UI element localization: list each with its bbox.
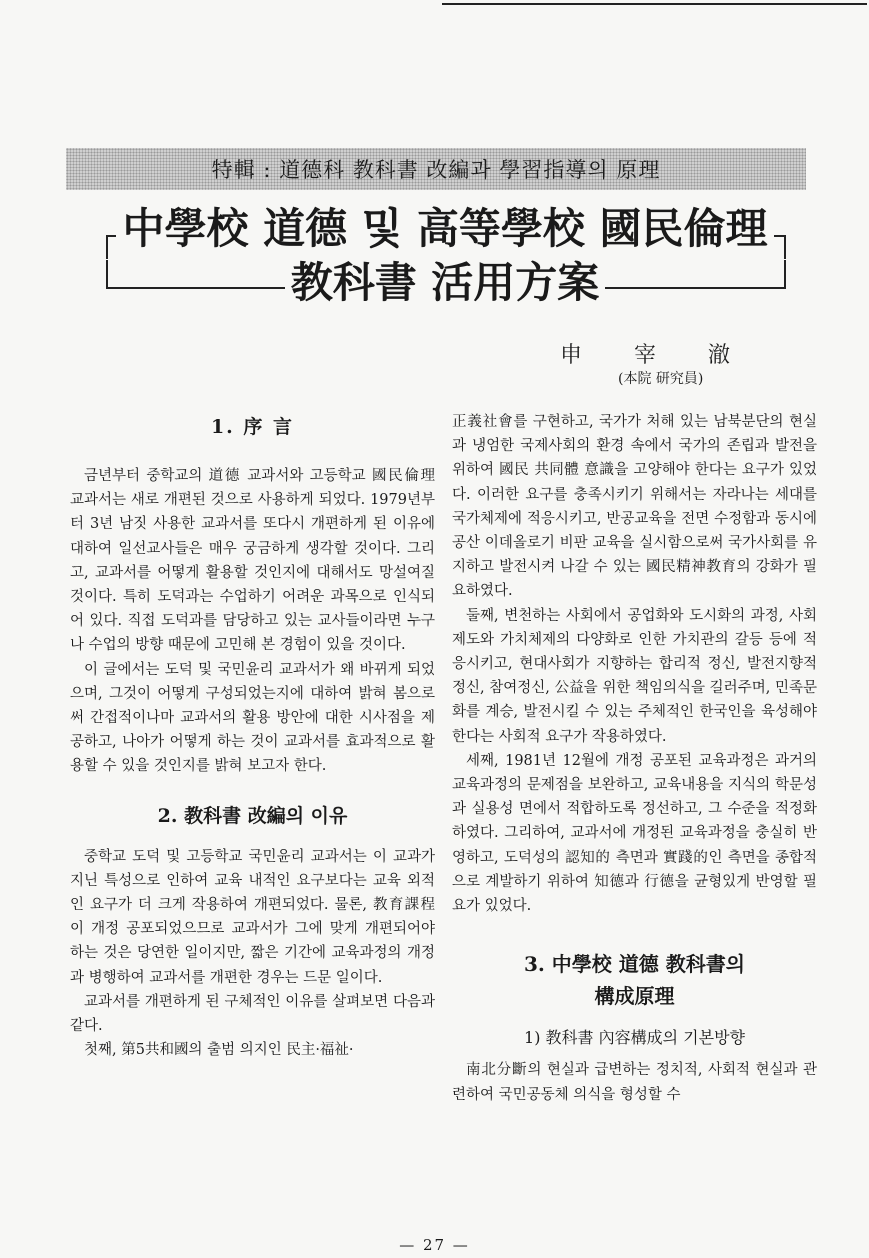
article-title xyxy=(100,200,790,316)
section-2-paragraph-1: 중학교 도덕 및 고등학교 국민윤리 교과서는 이 교과가 지닌 특성으로 인하여 교육 내적인 요구보다는 교육 외적인 요구가 더 크게 작용하여 개편되었다. 물론, 教育課程이 개정 공포되었으므로 교과서가 그에 맞게 개편되어야 하는 것은 당연한 일이지만, 짧은 기간에 교육과정의 개정과 병행하여 교과서를 개편한 경우는 드문 일이다. xyxy=(70,848,435,986)
top-rule xyxy=(442,3,867,5)
page-number: — 27 — xyxy=(399,1236,470,1254)
special-feature-banner xyxy=(66,148,806,190)
right-paragraph-3: 세째, 1981년 12월에 개정 공포된 교육과정은 과거의 교육과정의 문제점을 보완하고, 교육내용을 지식의 학문성과 실용성 면에서 적합하도록 정선하고, 그 수준을 적정화하였다. 그리하여, 교과서에 개정된 교육과정을 충실히 반영하고, 도덕성의 認知的 측면과 實踐的인 측면을 종합적으로 계발하기 위하여 知德과 行德을 균형있게 반영할 필요가 있었다. xyxy=(452,752,817,915)
section-3-heading-line-1: 3. 中學校 道德 教科書의 xyxy=(523,952,746,977)
section-1-heading: 1. 序 言 xyxy=(210,416,295,438)
section-2-paragraph-2: 교과서를 개편하게 된 구체적인 이유를 살펴보면 다음과 같다. xyxy=(70,993,435,1035)
left-column xyxy=(70,410,435,1062)
section-2-paragraph-3: 첫째, 第5共和國의 출범 의지인 民主·福祉· xyxy=(84,1042,354,1059)
author-affiliation: (本院 研究員) xyxy=(618,371,704,387)
subsection-paragraph: 南北分斷의 현실과 급변하는 정치적, 사회적 현실과 관련하여 국민공동체 의식을 형성할 수 xyxy=(452,1062,817,1103)
right-column xyxy=(452,410,817,1107)
title-line-2: 教科書 活用方案 xyxy=(100,262,790,304)
banner-text: 特輯 : 道德科 教科書 改編과 學習指導의 原理 xyxy=(211,158,661,182)
section-2-heading: 2. 教科書 改編의 이유 xyxy=(157,804,348,827)
section-1-paragraph-2: 이 글에서는 도덕 및 국민윤리 교과서가 왜 바뀌게 되었으며, 그것이 어떻게 구성되었는지에 대하여 밝혀 봄으로써 간접적이나마 교과서의 활용 방안에 대한 시사점을 제공하고, 나아가 어떻게 하는 것이 교과서를 효과적으로 활용할 수 있을 것인지를 밝혀 보고자 한다. xyxy=(70,661,435,775)
right-paragraph-1: 正義社會를 구현하고, 국가가 처해 있는 남북분단의 현실과 냉엄한 국제사회의 환경 속에서 국가의 존립과 발전을 위하여 國民 共同體 意識을 고양해야 한다는 요구가 있었다. 이러한 요구를 충족시키기 위해서는 자라나는 세대를 국가체제에 적응시키고, 반공교육을 전면 수정함과 동시에 공산 이데올로기 비판 교육을 실시함으로써 국가사회를 유지하고 발전시켜 나갈 수 있는 國民精神教育의 강화가 필요하였다. xyxy=(452,414,817,600)
section-1-paragraph-1: 금년부터 중학교의 道德 교과서와 고등학교 國民倫理 교과서는 새로 개편된 것으로 사용하게 되었다. 1979년부터 3년 남짓 사용한 교과서를 또다시 개편하게 된 이유에 대하여 일선교사들은 매우 궁금하게 생각할 것이다. 그리고, 교과서를 어떻게 활용할 것인지에 대해서도 망설여질 것이다. 특히 도덕과는 수업하기 어려운 과목으로 인식되어 있다. 직접 도덕과를 담당하고 있는 교사들이라면 누구나 수업의 방향 때문에 고민해 본 경험이 있을 것이다. xyxy=(70,468,435,654)
author-name: 申宰澈 xyxy=(560,343,783,368)
title-line-1: 中學校 道德 및 高等學校 國民倫理 xyxy=(100,208,790,250)
section-3-heading xyxy=(452,948,817,1012)
right-paragraph-2: 둘째, 변천하는 사회에서 공업화와 도시화의 과정, 사회제도와 가치체제의 다양화로 인한 가치관의 갈등 등에 적응시키고, 현대사회가 지향하는 합리적 정신, 발전지향적 정신, 참여정신, 公益을 위한 책임의식을 길러주며, 민족문화를 계승, 발전시킬 수 있는 주체적인 한국인을 육성해야 한다는 사회적 요구가 작용하였다. xyxy=(452,607,817,745)
section-3-heading-line-2: 構成原理 xyxy=(594,984,675,1009)
subsection-heading: 1) 教科書 內容構成의 기본방향 xyxy=(524,1028,745,1048)
